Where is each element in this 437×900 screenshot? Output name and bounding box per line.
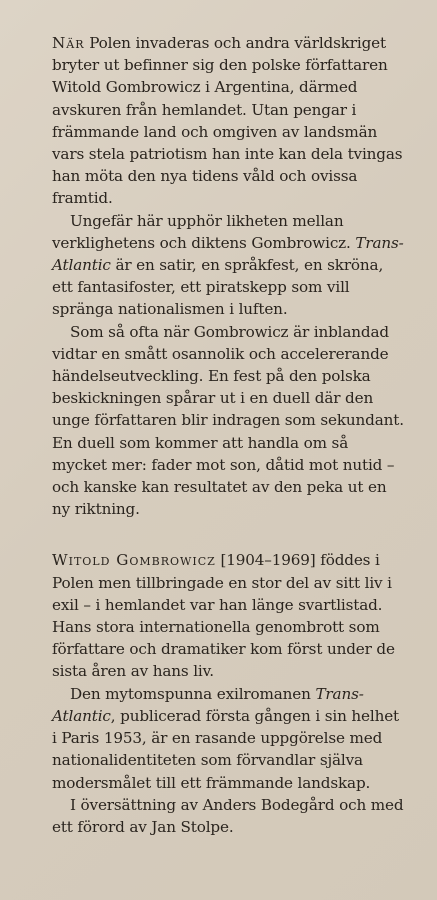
blurb-paragraph-3 <box>52 321 407 521</box>
bio-paragraph-3 <box>52 794 407 838</box>
author-bio <box>52 549 407 838</box>
blurb-paragraph-3-text: Som så ofta när Gombrowicz är inblandad vidtar en smått osannolik och accelererande händelseutveckling. En fest på den polska beskickningen spårar ut i en duell där den unge författaren blir indragen som sekundant. En duell som kommer att handla om så mycket mer: fader mot son, dåtid mot nutid – och kanske kan resultatet av den peka ut en ny riktning. <box>52 322 404 519</box>
bio-paragraph-2-pre: Den mytomspunna exilromanen <box>70 684 316 703</box>
bio-paragraph-1-text: [1904–1969] föddes i Polen men tillbringade en stor del av sitt liv i exil – i hemlandet var han länge svartlistad. Hans stora internationella genombrott som författare och dramatiker kom först under de sista åren av hans liv. <box>52 551 395 681</box>
bio-paragraph-3-text: I översättning av Anders Bodegård och med ett förord av Jan Stolpe. <box>52 795 404 836</box>
bio-paragraph-1 <box>52 549 407 682</box>
blurb-paragraph-2-pre: Ungefär här upphör likheten mellan verklighetens och diktens Gombrowicz. <box>52 211 356 252</box>
blurb-paragraph-1 <box>52 32 407 210</box>
bio-book-title: Trans-Atlantic <box>52 684 364 725</box>
bio-paragraph-2 <box>52 683 407 794</box>
blurb-paragraph-2 <box>52 210 407 321</box>
blurb-paragraph-1-text: Polen invaderas och andra världskriget bryter ut befinner sig den polske författaren Witold Gombrowicz i Argentina, därmed avskuren från hemlandet. Utan pengar i främmande land och omgiven av landsmän vars stela patriotism han inte kan dela tvingas han möta den nya tidens våld och ovissa framtid. <box>52 34 403 208</box>
blurb-book-title: Trans-Atlantic <box>52 233 404 275</box>
bio-paragraph-2-post: , publicerad första gången i sin helhet i Paris 1953, är en rasande uppgörelse med nationalidentiteten som förvandlar själva modersmålet till ett främmande landskap. <box>52 706 399 792</box>
book-blurb <box>52 32 407 520</box>
blurb-paragraph-2-post: är en satir, en språkfest, en skröna, ett fantasifoster, ett piratskepp som vill spränga nationalismen i luften. <box>52 256 384 319</box>
blurb-lead-word: När <box>52 34 85 52</box>
author-name: Witold Gombrowicz <box>52 551 216 570</box>
